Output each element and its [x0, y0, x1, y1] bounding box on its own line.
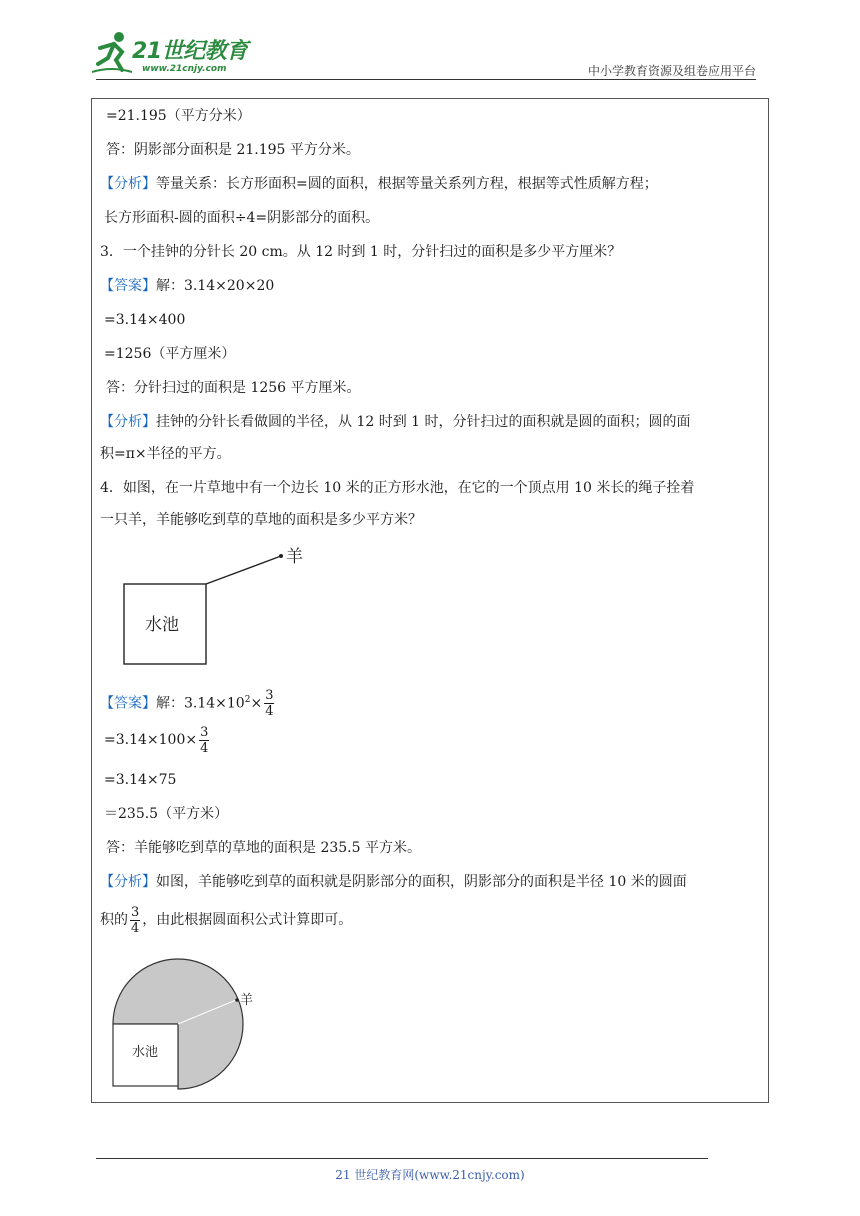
logo-text: 21世纪教育 — [132, 39, 248, 64]
analysis-line — [100, 412, 691, 432]
sheep-point — [279, 554, 283, 558]
footer-divider — [96, 1158, 708, 1159]
logo — [92, 30, 262, 80]
fraction — [199, 725, 209, 756]
analysis-text: 挂钟的分针长看做圆的半径，从 12 时到 1 时，分针扫过的面积就是圆的面积；圆的面 — [156, 414, 691, 430]
fraction-numerator: 3 — [200, 724, 209, 740]
pool-sheep-diagram — [110, 540, 320, 674]
text-line: 答：分针扫过的面积是 1256 平方厘米。 — [106, 380, 361, 396]
header-divider — [96, 79, 756, 80]
text-line: ＝235.5（平方米） — [104, 806, 229, 822]
text-line: 答：阴影部分面积是 21.195 平方分米。 — [106, 142, 360, 158]
text-line: 一只羊，羊能够吃到草的草地的面积是多少平方米？ — [100, 512, 422, 528]
runner-logo-icon — [92, 30, 132, 76]
analysis-tag: 【分析】 — [100, 414, 156, 430]
fraction-numerator: 3 — [131, 904, 140, 920]
analysis-line — [100, 900, 352, 940]
answer-line — [100, 682, 276, 722]
times-sign: × — [250, 695, 263, 712]
sheep-label: 羊 — [240, 993, 254, 1008]
calc-text: =3.14×100× — [104, 732, 198, 748]
fraction — [264, 688, 274, 719]
text-line: =21.195（平方分米） — [106, 108, 251, 124]
answer-text: 解：3.14×10 — [156, 695, 245, 712]
analysis-text: 如图，羊能够吃到草的面积就是阴影部分的面积，阴影部分的面积是半径 10 米的圆面 — [156, 874, 687, 890]
rope-line — [206, 556, 281, 584]
calc-line — [104, 722, 211, 758]
answer-text: 解：3.14×20×20 — [156, 278, 275, 294]
analysis-line — [100, 872, 687, 892]
fraction-numerator: 3 — [265, 688, 274, 704]
footer-text: 21 世纪教育网(www.21cnjy.com) — [335, 1168, 525, 1182]
text-line: =3.14×75 — [104, 772, 177, 788]
logo-url: www.21cnjy.com — [142, 64, 227, 74]
platform-name: 中小学教育资源及组卷应用平台 — [587, 64, 756, 78]
pool-label: 水池 — [132, 1045, 159, 1060]
fraction-denominator: 4 — [200, 740, 209, 756]
analysis-tag: 【分析】 — [100, 176, 156, 192]
grazing-area-diagram — [108, 950, 268, 1090]
page-header — [0, 0, 860, 92]
sheep-label: 羊 — [286, 547, 303, 567]
question-3: 3．一个挂钟的分针长 20 cm。从 12 时到 1 时，分针扫过的面积是多少平方厘米？ — [100, 244, 622, 260]
pool-label: 水池 — [145, 615, 179, 635]
analysis-text: 等量关系：长方形面积=圆的面积，根据等量关系列方程，根据等式性质解方程； — [156, 176, 658, 192]
analysis-text: ，由此根据圆面积公式计算即可。 — [142, 912, 353, 928]
text-line: =3.14×400 — [104, 312, 186, 328]
fraction-denominator: 4 — [265, 704, 274, 720]
sheep-point — [235, 998, 239, 1002]
analysis-tag: 【分析】 — [100, 874, 156, 890]
text-line: =1256（平方厘米） — [104, 346, 236, 362]
analysis-text: 积的 — [100, 912, 128, 928]
fraction-denominator: 4 — [131, 920, 140, 936]
fraction — [130, 905, 140, 936]
exponent: 2 — [244, 695, 251, 705]
answer-tag: 【答案】 — [100, 278, 156, 294]
answer-tag: 【答案】 — [100, 695, 156, 712]
question-4: 4．如图，在一片草地中有一个边长 10 米的正方形水池，在它的一个顶点用 10 米长的绳子拴着 — [100, 480, 695, 496]
answer-line — [100, 276, 274, 296]
text-line: 积=π×半径的平方。 — [100, 446, 231, 462]
analysis-line — [100, 174, 658, 194]
text-line: 答：羊能够吃到草的草地的面积是 235.5 平方米。 — [106, 840, 421, 856]
text-line: 长方形面积-圆的面积÷4=阴影部分的面积。 — [104, 210, 380, 226]
